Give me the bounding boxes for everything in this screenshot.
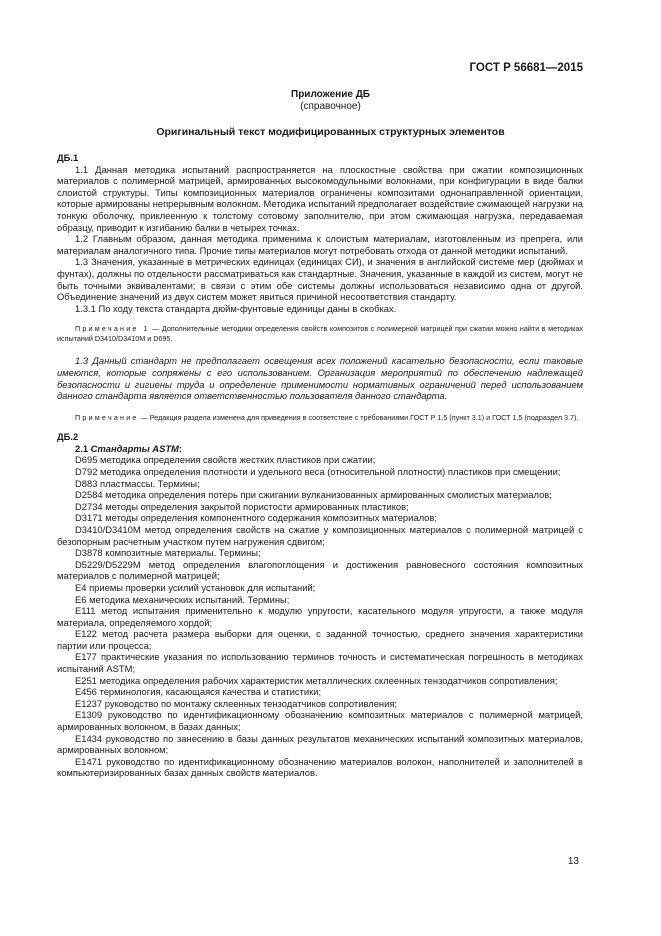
list-item: E6 методика механических испытаний. Термины; — [75, 593, 290, 605]
document-body — [57, 152, 583, 779]
appendix-heading — [0, 89, 661, 113]
paragraph-1-3-1: 1.3.1 По ходу текста стандарта дюйм-фунтовые единицы даны в скобках. — [75, 302, 397, 314]
paragraph-safety: 1.3 Данный стандарт не предполагает освещения всех положений касательно безопасности, если таковые имеются, которые сопряжены с его использованием. Организация мероприятий по обеспечению надлежащей безопасности и гигиены труда и определение применимости нормативных ограничений перед использованием данного стандарта является ответственностью пользователя данного стандарта. — [57, 355, 583, 402]
section-db2-heading: ДБ.2 — [57, 431, 79, 443]
note-2-label: Примечание — [75, 412, 139, 422]
list-item: D792 методика определения плотности и удельного веса (относительной плотности) пластиков при смещении; — [75, 465, 561, 477]
list-item: D3410/D3410M метод определения свойств на сжатие у композиционных материалов с полимерной матрицей с безопорным расчетным участком путем нагружения сдвигом; — [57, 523, 583, 547]
list-item: E111 метод испытания применительно к модулю упругости, касательного модуля упругости, а также модуля материала, определяемого хордой; — [57, 605, 583, 628]
list-item: E4 приемы проверки усилий установок для испытаний; — [75, 581, 316, 593]
list-item: E177 практические указания по использованию терминов точность и систематическая погрешность в методиках испытаний ASTM; — [57, 651, 583, 675]
list-item: E1237 руководство по монтажу склеенных тензодатчиков сопротивления; — [75, 697, 397, 709]
list-item: D695 методика определения свойств жестких пластиков при сжатии; — [75, 454, 376, 466]
subsection-2-1-colon: : — [178, 442, 182, 454]
list-item: E1471 руководство по идентификационному обозначению материалов волокон, наполнителей и заполнителей в компьютеризированных базах данных свойств материалов. — [57, 755, 583, 779]
appendix-title: Приложение ДБ — [291, 89, 370, 100]
page-number: 13 — [567, 856, 579, 867]
list-item: D2584 методика определения потерь при сжигании вулканизованных армированных смолистых материалов; — [75, 489, 552, 501]
subsection-2-1-number: 2.1 — [75, 442, 91, 454]
list-item: D5229/D5229M метод определения влагопоглощения и достижения равновесного состояния композитных материалов с полимерной матрицей; — [57, 558, 583, 582]
list-item: E1434 руководство по занесению в базы данных результатов механических испытаний композитных материалов, армированных волокном; — [57, 732, 583, 756]
note-1-label: Примечание 1 — [75, 324, 150, 334]
paragraph-1-2: 1.2 Главным образом, данная методика применима к слоистым материалам, изготовленным из препрега, или материалам аналогичного типа. Прочие типы материалов могут потребовать отхода от данной методики испытаний. — [57, 233, 583, 256]
list-item: D3171 методы определения компонентного содержания композитных материалов; — [75, 512, 437, 524]
list-item: D3878 композитные материалы. Термины; — [75, 547, 261, 559]
subsection-2-1-title: Стандарты ASTM — [90, 442, 179, 454]
list-item: E456 терминология, касающаяся качества и статистики; — [75, 686, 322, 698]
paragraph-1-3: 1.3 Значения, указанные в метрических единицах (единицах СИ), и значения в английской системе мер (дюймах и фунтах), должны по отдельности рассматриваться как стандартные. Значения, указанные в каждой из систем, могут не быть точными эквивалентами; в связи с этим обе системы должны использоваться независимо одна от другой. Объединение значений из двух систем может явиться причиной несоответствия стандарту. — [57, 256, 583, 303]
note-1-text: — Дополнительные методики определения свойств композитов с полимерной матрицей при сжатии можно найти в методиках испытаний D3410/D3410M и D695. — [57, 324, 583, 343]
note-2-text: — Редакция раздела изменена для приведения в соответствие с требованиями ГОСТ Р 1.5 (пункт 3.1) и ГОСТ 1.5 (подраздел 3.7). — [138, 412, 579, 422]
list-item: D2734 методы определения закрытой пористости армированных пластиков; — [75, 500, 409, 512]
paragraph-1-1: 1.1 Данная методика испытаний распространяется на плоскостные свойства при сжатии композиционных материалов с полимерной матрицей, армированных высокомодульными волокнами, при конфигурации в виде балки слоистой структуры. Типы композиционных материалов ограничены композитами однонаправленной ориентации, которые армированы непрерывным волокном. Методика испытаний предполагает воздействие сжимающей нагрузки на тонкую оболочку, приклеенную к толстому сотовому заполнителю, при этом сжимающая нагрузка, передаваемая образцу, приводит к изгибанию балки в четырех точках. — [57, 163, 583, 233]
note-1 — [57, 324, 583, 343]
note-2 — [57, 413, 583, 423]
list-item: E251 методика определения рабочих характеристик металлических склеенных тензодатчиков сопротивления; — [75, 674, 558, 686]
document-title: Оригинальный текст модифицированных структурных элементов — [156, 126, 505, 138]
list-item: E1309 руководство по идентификационному обозначению композитных материалов с полимерной матрицей, армированных волокном, в базах данных; — [57, 709, 583, 733]
astm-standards-list — [57, 454, 583, 779]
subsection-2-1-heading — [57, 443, 583, 455]
list-item: D883 пластмассы. Термины; — [75, 477, 200, 489]
list-item: E122 метод расчета размера выборки для оценки, с заданной точностью, среднего значения характеристики партии или процесса; — [57, 628, 583, 651]
standard-code: ГОСТ Р 56681—2015 — [469, 62, 583, 74]
appendix-subtitle: (справочное) — [300, 101, 361, 112]
section-db1-heading: ДБ.1 — [57, 152, 79, 163]
